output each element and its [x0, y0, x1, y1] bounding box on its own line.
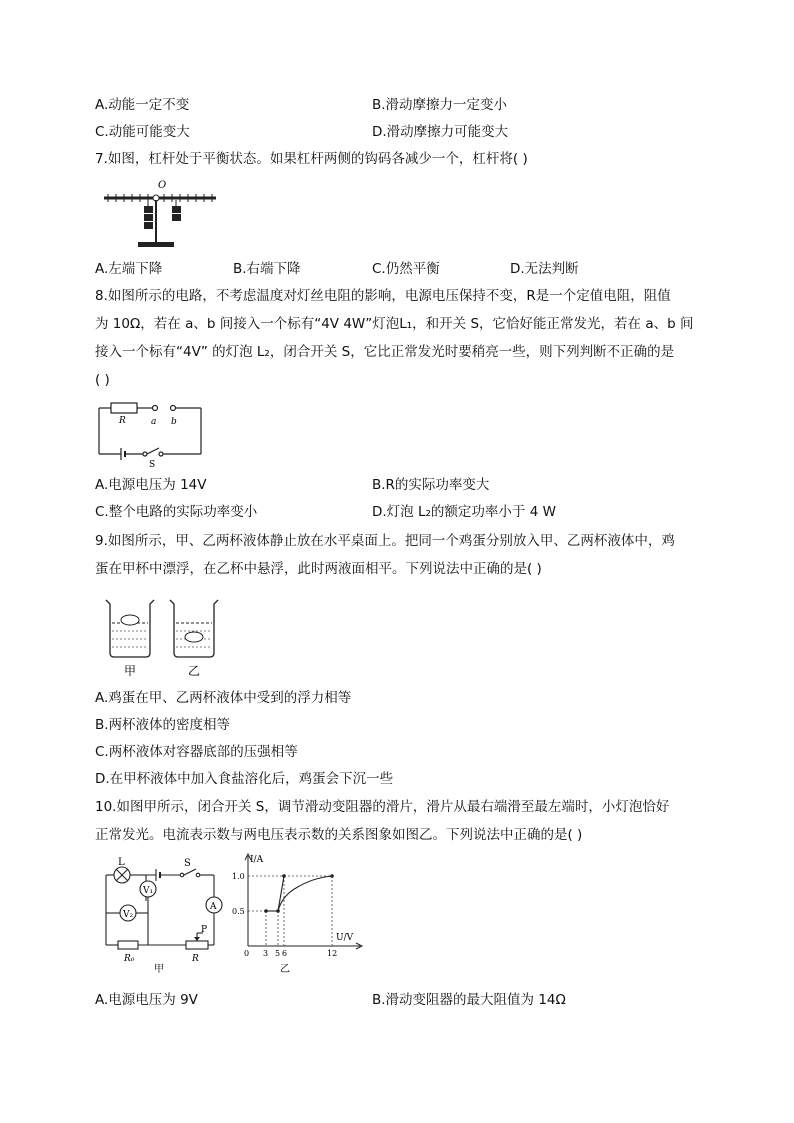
tick-x-3: 3: [263, 949, 269, 958]
curve-lamp: [278, 876, 332, 911]
point-6-1: [282, 874, 286, 878]
q8-stem-line1: 8.如图所示的电路，不考虑温度对灯丝电阻的影响，电源电压保持不变，R是一个定值电阻，阻值: [95, 288, 671, 304]
tick-x-0: 0: [244, 949, 250, 958]
q10-stem-line2: 正常发光。电流表示数与两电压表示数的关系图象如图乙。下列说法中正确的是( ): [95, 827, 583, 843]
q9-option-b: B.两杯液体的密度相等: [95, 717, 231, 733]
q8-circuit-figure: [95, 398, 207, 468]
beaker-yi: [170, 600, 218, 657]
q8-label-s: S: [149, 460, 156, 470]
q6-option-d: D.滑动摩擦力可能变大: [372, 124, 509, 140]
label-lamp-l: L: [118, 857, 125, 868]
q9-option-c: C.两杯液体对容器底部的压强相等: [95, 744, 298, 760]
q9-stem-line1: 9.如图所示，甲、乙两杯液体静止放在水平桌面上。把同一个鸡蛋分别放入甲、乙两杯液体中，鸡: [95, 533, 675, 549]
q9-option-d: D.在甲杯液体中加入食盐溶化后，鸡蛋会下沉一些: [95, 771, 394, 787]
q8-stem-line4: ( ): [95, 372, 110, 388]
q8-option-a: A.电源电压为 14V: [95, 477, 207, 493]
q8-option-b: B.R的实际功率变大: [372, 477, 490, 493]
q8-label-a: a: [151, 417, 157, 427]
point-12-1: [330, 874, 334, 878]
q7-option-a: A.左端下降: [95, 261, 163, 277]
pivot-label-o: O: [158, 180, 167, 191]
label-v1: V₁: [143, 886, 154, 896]
q8-label-r: R: [119, 416, 126, 426]
weight-left-3: [144, 222, 153, 229]
label-switch-s: S: [184, 858, 191, 869]
segment-rise: [278, 876, 284, 911]
label-jia: 甲: [124, 664, 137, 678]
weight-right-1: [172, 206, 181, 213]
lever-figure: [100, 176, 220, 254]
tick-x-6: 6: [282, 949, 288, 958]
q9-stem-line2: 蛋在甲杯中漂浮，在乙杯中悬浮，此时两液面相平。下列说法中正确的是( ): [95, 561, 542, 577]
q10-stem-line1: 10.如图甲所示，闭合开关 S，调节滑动变阻器的滑片，滑片从最右端滑至最左端时，小灯泡恰好: [95, 799, 670, 815]
q7-option-b: B.右端下降: [233, 261, 301, 277]
q8-option-d: D.灯泡 L₂的额定功率小于 4 W: [372, 504, 556, 520]
tick-x-5: 5: [275, 949, 281, 958]
egg-floating: [121, 615, 139, 625]
egg-suspended: [185, 632, 203, 642]
beakers-figure: [100, 595, 225, 680]
iu-graph: [232, 850, 366, 978]
q8-label-b: b: [171, 417, 177, 427]
label-v2: V₂: [123, 910, 134, 920]
beaker-jia: [106, 600, 154, 657]
q6-option-b: B.滑动摩擦力一定变小: [372, 97, 508, 113]
q7-option-c: C.仍然平衡: [372, 261, 440, 277]
q8-option-c: C.整个电路的实际功率变小: [95, 504, 258, 520]
tick-y-05: 0.5: [232, 907, 245, 916]
q9-option-a: A.鸡蛋在甲、乙两杯液体中受到的浮力相等: [95, 690, 352, 706]
weight-right-2: [172, 214, 181, 221]
graph-ylabel: I/A: [250, 855, 264, 865]
q7-option-d: D.无法判断: [510, 261, 579, 277]
label-yi: 乙: [188, 664, 201, 678]
label-r0: R₀: [124, 954, 135, 964]
q10-option-b: B.滑动变阻器的最大阻值为 14Ω: [372, 992, 566, 1008]
q6-option-a: A.动能一定不变: [95, 97, 190, 113]
weight-left-2: [144, 214, 153, 221]
point-5-05: [276, 909, 280, 913]
q8-stem-line3: 接入一个标有“4V” 的灯泡 L₂，闭合开关 S，它比正常发光时要稍亮一些，则下列判断不正确的是: [95, 344, 675, 360]
q6-option-c: C.动能可能变大: [95, 124, 190, 140]
label-yi-graph: 乙: [280, 964, 290, 975]
q10-circuit-figure: [100, 855, 230, 977]
q10-option-a: A.电源电压为 9V: [95, 992, 198, 1008]
label-jia-circuit: 甲: [154, 964, 164, 975]
q7-stem: 7.如图，杠杆处于平衡状态。如果杠杆两侧的钩码各减少一个，杠杆将( ): [95, 151, 528, 167]
weight-left-1: [144, 206, 153, 213]
graph-xlabel: U/V: [336, 933, 354, 943]
q8-stem-line2: 为 10Ω，若在 a、b 间接入一个标有“4V 4W”灯泡L₁，和开关 S，它恰好能正常发光，若在 a、b 间: [95, 316, 694, 332]
tick-y-1: 1.0: [232, 872, 245, 881]
label-ammeter-a: A: [210, 902, 217, 912]
label-r: R: [192, 954, 199, 964]
tick-x-12: 12: [327, 949, 338, 958]
label-slider-p: P: [201, 925, 208, 935]
point-3-05: [264, 909, 268, 913]
